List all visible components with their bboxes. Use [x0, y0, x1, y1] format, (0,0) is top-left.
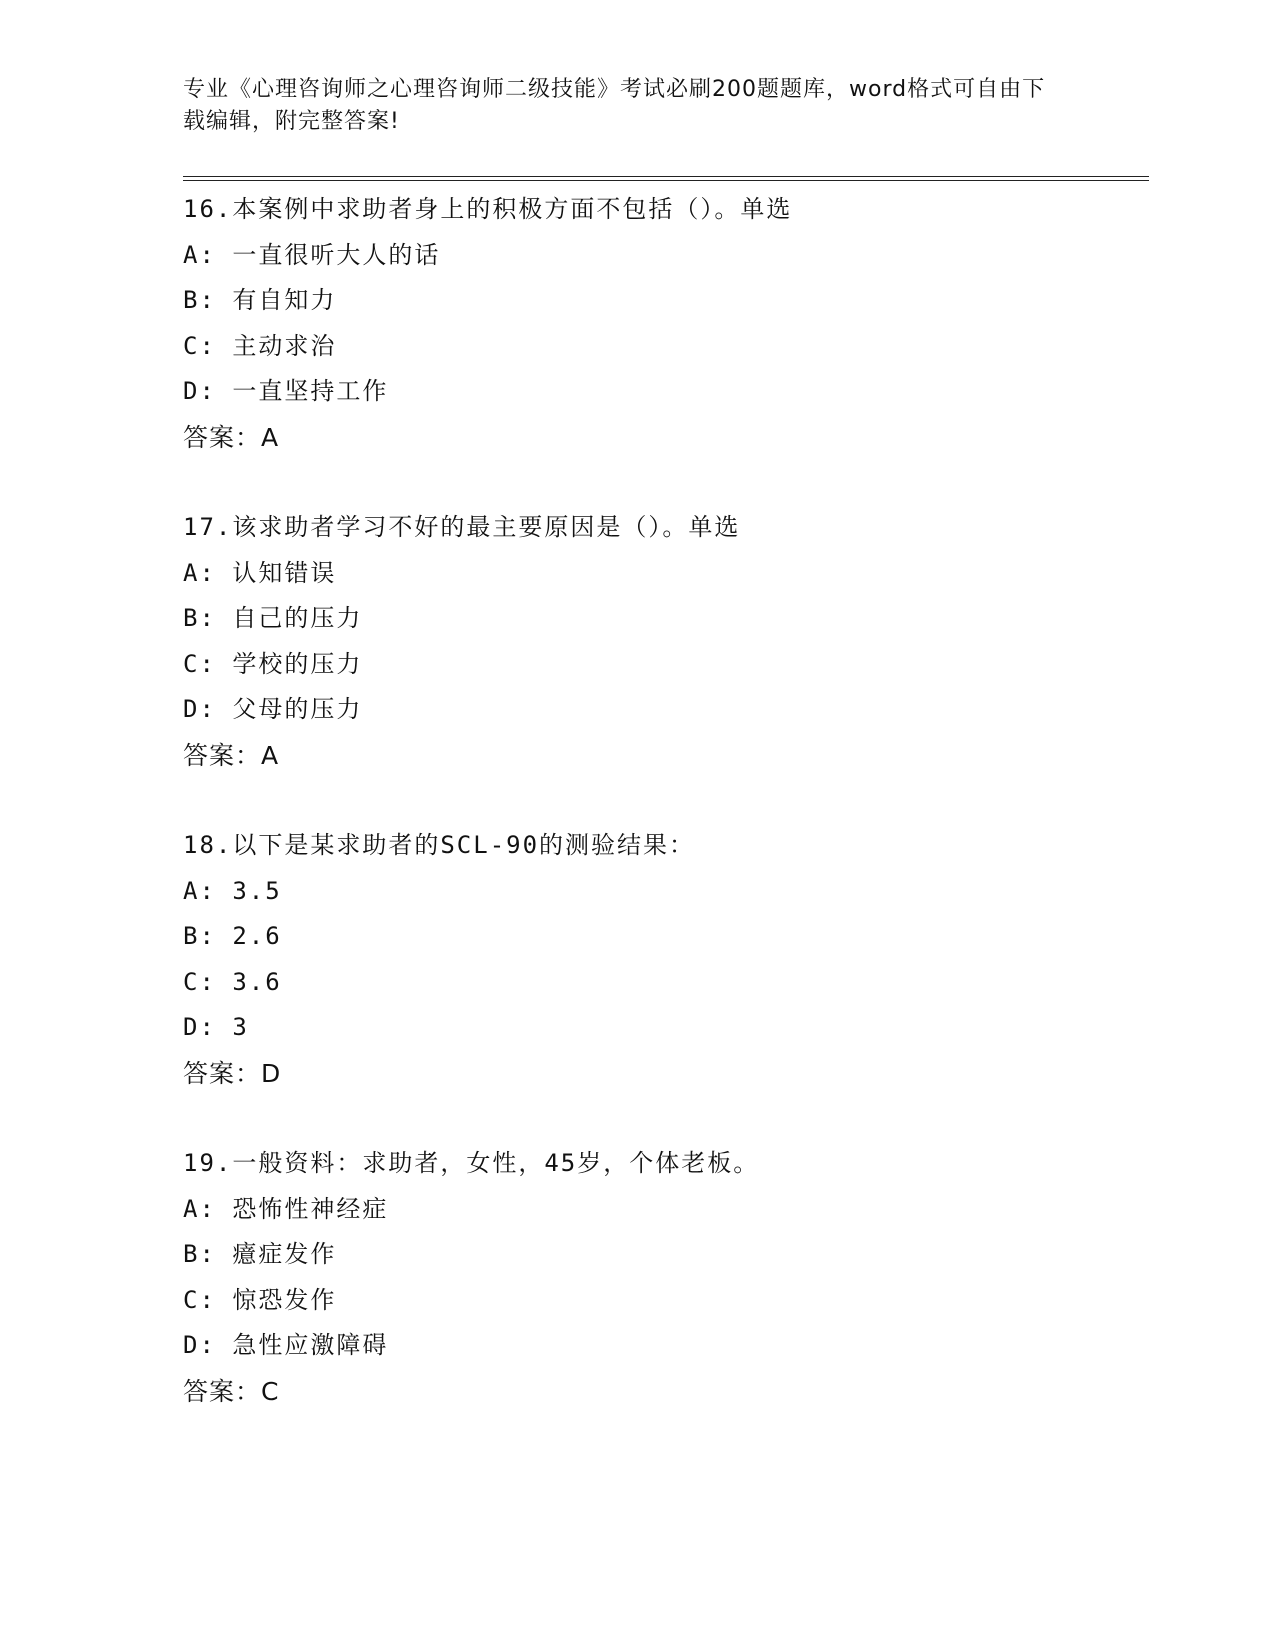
- option-a: A: 3.5: [183, 876, 282, 905]
- option-c: C: 惊恐发作: [183, 1285, 337, 1314]
- option-b: B: 癔症发作: [183, 1240, 337, 1268]
- question-stem: 17.该求助者学习不好的最主要原因是（）。单选: [183, 513, 741, 541]
- option-d: D: 3: [183, 1013, 249, 1041]
- question-stem: 19.一般资料：求助者，女性，45岁，个体老板。: [183, 1149, 760, 1177]
- question-stem: 18.以下是某求助者的SCL-90的测验结果：: [183, 831, 696, 859]
- option-b: B: 2.6: [183, 922, 282, 950]
- option-d: D: 急性应激障碍: [183, 1331, 389, 1359]
- option-a: A: 一直很听大人的话: [183, 240, 441, 269]
- question-18: [183, 823, 1143, 1096]
- header-divider-bottom: [183, 180, 1149, 181]
- question-16: [183, 187, 1143, 460]
- answer-line: 答案：A: [183, 422, 280, 452]
- option-d: D: 父母的压力: [183, 695, 363, 723]
- option-b: B: 有自知力: [183, 286, 337, 314]
- question-17: [183, 505, 1143, 778]
- answer-line: 答案：A: [183, 740, 280, 770]
- answer-line: 答案：D: [183, 1058, 282, 1088]
- option-c: C: 主动求治: [183, 331, 337, 360]
- document-intro: 专业《心理咨询师之心理咨询师二级技能》考试必刷200题题库，word格式可自由下载编辑，附完整答案!: [183, 77, 1046, 134]
- option-a: A: 认知错误: [183, 558, 337, 587]
- option-a: A: 恐怖性神经症: [183, 1194, 389, 1223]
- question-stem: 16.本案例中求助者身上的积极方面不包括（）。单选: [183, 195, 793, 223]
- option-d: D: 一直坚持工作: [183, 377, 389, 405]
- option-b: B: 自己的压力: [183, 604, 363, 632]
- question-19: [183, 1141, 1143, 1414]
- answer-line: 答案：C: [183, 1376, 280, 1406]
- option-c: C: 学校的压力: [183, 649, 363, 678]
- header-divider-top: [183, 176, 1149, 177]
- option-c: C: 3.6: [183, 967, 282, 996]
